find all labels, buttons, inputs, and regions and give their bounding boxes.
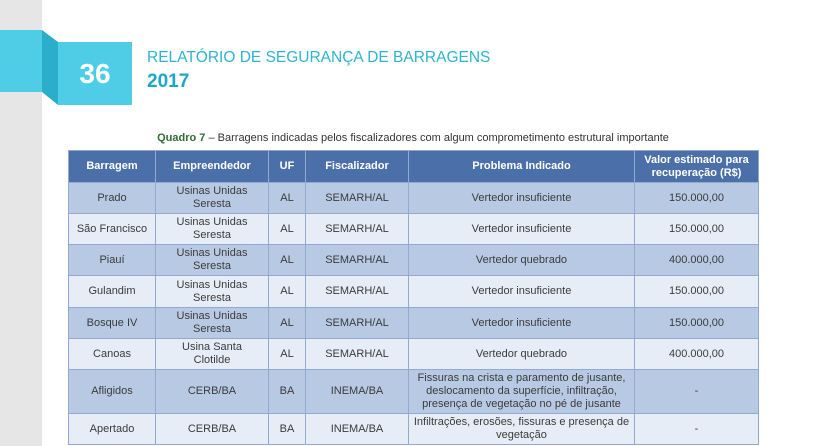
cell-fiscalizador: SEMARH/AL bbox=[306, 214, 409, 245]
cell-empreendedor bbox=[156, 183, 269, 214]
cell-empreendedor-text: CERB/BA bbox=[187, 422, 237, 435]
column-header-uf: UF bbox=[269, 151, 306, 183]
cell-barragem: Gulandim bbox=[69, 276, 156, 308]
cell-empreendedor-text: Usina Santa Clotilde bbox=[182, 341, 242, 366]
cell-barragem: Canoas bbox=[69, 339, 156, 370]
cell-empreendedor bbox=[156, 339, 269, 370]
cell-problema: Fissuras na crista e paramento de jusante, deslocamento da superfície, infiltração, presença de vegetação no pé de jusante bbox=[409, 370, 635, 414]
cell-valor: - bbox=[635, 414, 759, 445]
cell-uf: BA bbox=[269, 414, 306, 445]
cell-problema: Vertedor insuficiente bbox=[409, 183, 635, 214]
cell-empreendedor-text: CERB/BA bbox=[187, 385, 237, 397]
cell-problema: Vertedor insuficiente bbox=[409, 308, 635, 339]
table-row bbox=[69, 414, 759, 445]
cell-barragem: São Francisco bbox=[69, 214, 156, 245]
cell-fiscalizador: SEMARH/AL bbox=[306, 276, 409, 308]
cell-barragem: Afligidos bbox=[69, 370, 156, 414]
page-tab-band bbox=[0, 30, 42, 92]
table-row bbox=[69, 370, 759, 414]
caption-text: – Barragens indicadas pelos fiscalizadores com algum comprometimento estrutural importante bbox=[208, 132, 669, 144]
column-header-empreendedor: Empreendedor bbox=[156, 151, 269, 183]
caption-label: Quadro 7 bbox=[157, 132, 206, 144]
table-row bbox=[69, 339, 759, 370]
cell-empreendedor bbox=[156, 370, 269, 414]
cell-fiscalizador: SEMARH/AL bbox=[306, 339, 409, 370]
cell-empreendedor bbox=[156, 245, 269, 276]
cell-valor: 150.000,00 bbox=[635, 214, 759, 245]
cell-uf: AL bbox=[269, 339, 306, 370]
cell-problema: Vertedor quebrado bbox=[409, 339, 635, 370]
cell-empreendedor-text: Usinas Unidas Seresta bbox=[176, 310, 248, 335]
cell-fiscalizador: SEMARH/AL bbox=[306, 183, 409, 214]
cell-valor: 150.000,00 bbox=[635, 276, 759, 308]
cell-uf: AL bbox=[269, 276, 306, 308]
cell-empreendedor bbox=[156, 308, 269, 339]
cell-problema: Vertedor insuficiente bbox=[409, 276, 635, 308]
cell-problema: Vertedor insuficiente bbox=[409, 214, 635, 245]
cell-empreendedor bbox=[156, 214, 269, 245]
cell-uf: BA bbox=[269, 370, 306, 414]
cell-valor: - bbox=[635, 370, 759, 414]
cell-empreendedor-text: Usinas Unidas Seresta bbox=[176, 278, 248, 304]
cell-fiscalizador: INEMA/BA bbox=[306, 414, 409, 445]
cell-valor: 150.000,00 bbox=[635, 183, 759, 214]
cell-uf: AL bbox=[269, 183, 306, 214]
column-header-barragem: Barragem bbox=[69, 151, 156, 183]
cell-uf: AL bbox=[269, 214, 306, 245]
report-title: RELATÓRIO DE SEGURANÇA DE BARRAGENS bbox=[147, 49, 491, 66]
cell-fiscalizador: SEMARH/AL bbox=[306, 245, 409, 276]
table-row bbox=[69, 183, 759, 214]
page-tab-fold bbox=[42, 30, 58, 105]
cell-barragem: Prado bbox=[69, 183, 156, 214]
dams-table bbox=[68, 150, 759, 445]
table-row bbox=[69, 245, 759, 276]
table-caption bbox=[68, 132, 758, 145]
table-row bbox=[69, 214, 759, 245]
table-row bbox=[69, 308, 759, 339]
cell-empreendedor bbox=[156, 414, 269, 445]
cell-fiscalizador: SEMARH/AL bbox=[306, 308, 409, 339]
cell-barragem: Apertado bbox=[69, 414, 156, 445]
table-row bbox=[69, 276, 759, 308]
cell-uf: AL bbox=[269, 245, 306, 276]
report-year: 2017 bbox=[147, 71, 190, 92]
column-header-fiscalizador: Fiscalizador bbox=[306, 151, 409, 183]
cell-barragem: Bosque IV bbox=[69, 308, 156, 339]
cell-barragem: Piauí bbox=[69, 245, 156, 276]
cell-valor: 400.000,00 bbox=[635, 245, 759, 276]
cell-empreendedor bbox=[156, 276, 269, 308]
cell-valor: 150.000,00 bbox=[635, 308, 759, 339]
cell-problema: Infiltrações, erosões, fissuras e presença de vegetação bbox=[409, 414, 635, 445]
cell-empreendedor-text: Usinas Unidas Seresta bbox=[176, 247, 248, 272]
cell-uf: AL bbox=[269, 308, 306, 339]
cell-problema: Vertedor quebrado bbox=[409, 245, 635, 276]
cell-empreendedor-text: Usinas Unidas Seresta bbox=[176, 185, 248, 210]
table-header-row bbox=[69, 151, 759, 183]
column-header-valor: Valor estimado para recuperação (R$) bbox=[635, 151, 759, 183]
page-number: 36 bbox=[79, 57, 111, 89]
column-header-problema: Problema Indicado bbox=[409, 151, 635, 183]
cell-fiscalizador: INEMA/BA bbox=[306, 370, 409, 414]
cell-empreendedor-text: Usinas Unidas Seresta bbox=[176, 216, 248, 241]
cell-valor: 400.000,00 bbox=[635, 339, 759, 370]
